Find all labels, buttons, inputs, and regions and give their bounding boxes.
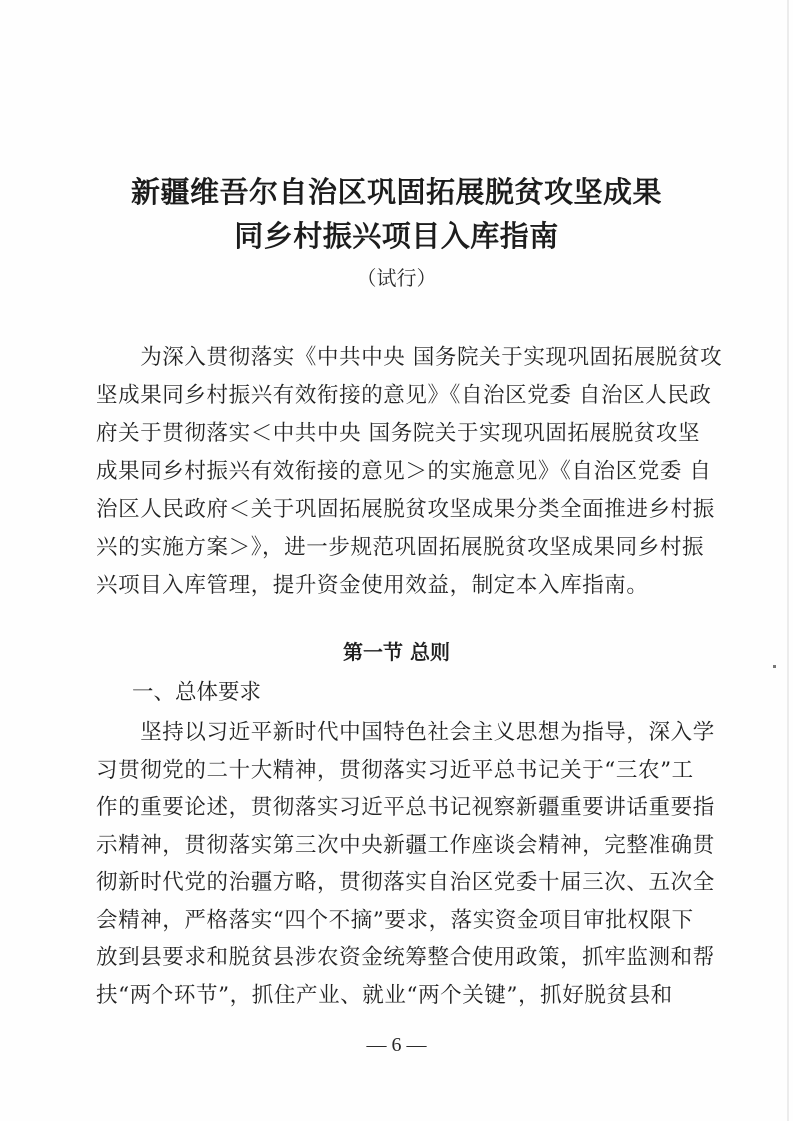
document-subtitle: （试行） bbox=[356, 266, 437, 290]
body-line: 会精神，严格落实“四个不摘”要求，落实资金项目审批权限下 bbox=[96, 907, 694, 933]
intro-line: 成果同乡村振兴有效衔接的意见＞的实施意见》《自治区党委 自 bbox=[96, 459, 712, 484]
intro-line: 为深入贯彻落实《中共中央 国务院关于实现巩固拓展脱贫攻 bbox=[96, 345, 723, 370]
intro-line: 坚成果同乡村振兴有效衔接的意见》《自治区党委 自治区人民政 bbox=[96, 383, 712, 408]
intro-line: 治区人民政府＜关于巩固拓展脱贫攻坚成果分类全面推进乡村振 bbox=[96, 497, 715, 522]
body-line: 彻新时代党的治疆方略，贯彻落实自治区党委十届三次、五次全 bbox=[96, 870, 715, 895]
scan-speck bbox=[773, 665, 776, 668]
intro-line: 府关于贯彻落实＜中共中央 国务院关于实现巩固拓展脱贫攻坚 bbox=[96, 421, 701, 446]
body-line: 作的重要论述，贯彻落实习近平总书记视察新疆重要讲话重要指 bbox=[96, 795, 715, 820]
body-line: 示精神，贯彻落实第三次中央新疆工作座谈会精神，完整准确贯 bbox=[96, 832, 715, 858]
document-title-line-2: 同乡村振兴项目入库指南 bbox=[234, 219, 559, 253]
body-line: 扶“两个环节”，抓住产业、就业“两个关键”，抓好脱贫县和 bbox=[96, 982, 673, 1008]
body-line: 坚持以习近平新时代中国特色社会主义思想为指导，深入学 bbox=[96, 720, 715, 745]
sub-heading: 一、总体要求 bbox=[132, 680, 262, 705]
intro-line: 兴项目入库管理，提升资金使用效益，制定本入库指南。 bbox=[96, 573, 649, 598]
body-line: 放到县要求和脱贫县涉农资金统筹整合使用政策，抓牢监测和帮 bbox=[96, 945, 715, 970]
intro-line: 兴的实施方案＞》，进一步规范巩固拓展脱贫攻坚成果同乡村振 bbox=[96, 535, 705, 560]
section-heading: 第一节 总则 bbox=[343, 640, 450, 664]
document-title-line-1: 新疆维吾尔自治区巩固拓展脱贫攻坚成果 bbox=[130, 175, 662, 209]
scan-edge-line bbox=[787, 0, 789, 1121]
page-number: — 6 — bbox=[366, 1034, 427, 1056]
body-line: 习贯彻党的二十大精神，贯彻落实习近平总书记关于“三农”工 bbox=[96, 757, 694, 783]
